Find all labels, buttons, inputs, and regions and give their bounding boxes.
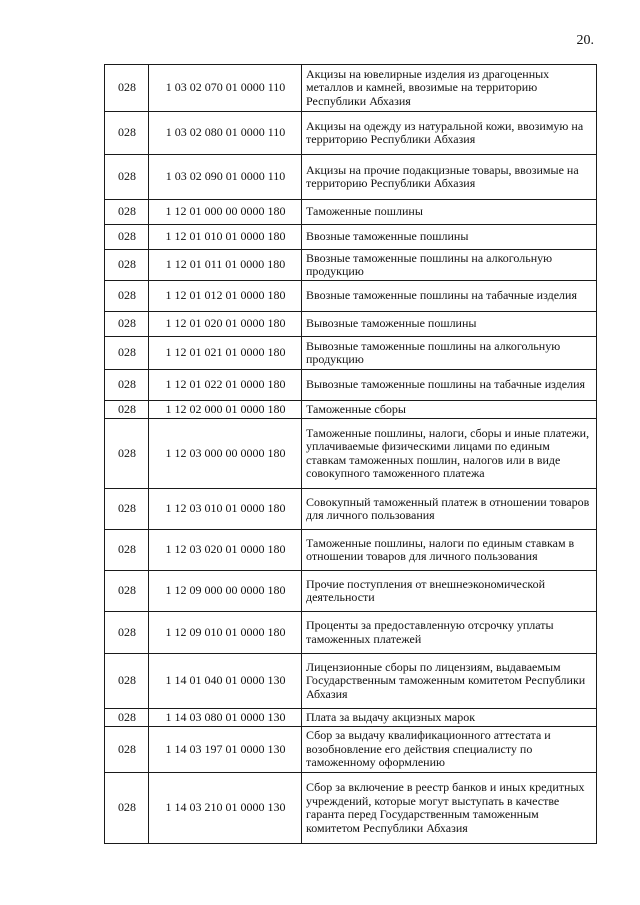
admin-code-cell: 028 [105, 312, 149, 337]
description-cell: Акцизы на прочие подакцизные товары, ввозимые на территорию Республики Абхазия [302, 155, 597, 200]
table-row [105, 709, 597, 727]
table-row [105, 370, 597, 401]
table-row [105, 200, 597, 225]
budget-code-cell: 1 14 03 210 01 0000 130 [149, 773, 302, 844]
budget-code-cell: 1 12 03 020 01 0000 180 [149, 530, 302, 571]
description-cell: Вывозные таможенные пошлины на алкогольную продукцию [302, 337, 597, 370]
admin-code-cell: 028 [105, 370, 149, 401]
budget-code-cell: 1 12 03 010 01 0000 180 [149, 489, 302, 530]
table-row [105, 250, 597, 281]
admin-code-cell: 028 [105, 225, 149, 250]
table-row [105, 312, 597, 337]
budget-code-cell: 1 12 01 022 01 0000 180 [149, 370, 302, 401]
admin-code-cell: 028 [105, 155, 149, 200]
budget-code-cell: 1 12 01 000 00 0000 180 [149, 200, 302, 225]
budget-code-cell: 1 12 01 021 01 0000 180 [149, 337, 302, 370]
admin-code-cell: 028 [105, 571, 149, 612]
budget-code-cell: 1 03 02 090 01 0000 110 [149, 155, 302, 200]
table-row [105, 571, 597, 612]
description-cell: Таможенные сборы [302, 401, 597, 419]
table-row [105, 727, 597, 773]
table-row [105, 225, 597, 250]
description-cell: Таможенные пошлины [302, 200, 597, 225]
admin-code-cell: 028 [105, 281, 149, 312]
admin-code-cell: 028 [105, 530, 149, 571]
admin-code-cell: 028 [105, 489, 149, 530]
admin-code-cell: 028 [105, 612, 149, 654]
table-row [105, 337, 597, 370]
table-row [105, 281, 597, 312]
description-cell: Ввозные таможенные пошлины [302, 225, 597, 250]
table-row [105, 654, 597, 709]
budget-code-cell: 1 12 01 010 01 0000 180 [149, 225, 302, 250]
admin-code-cell: 028 [105, 727, 149, 773]
table-row [105, 612, 597, 654]
budget-code-cell: 1 12 02 000 01 0000 180 [149, 401, 302, 419]
description-cell: Ввозные таможенные пошлины на алкогольную продукцию [302, 250, 597, 281]
admin-code-cell: 028 [105, 112, 149, 155]
budget-code-cell: 1 14 03 197 01 0000 130 [149, 727, 302, 773]
admin-code-cell: 028 [105, 419, 149, 489]
budget-code-cell: 1 12 09 000 00 0000 180 [149, 571, 302, 612]
budget-code-cell: 1 12 03 000 00 0000 180 [149, 419, 302, 489]
admin-code-cell: 028 [105, 709, 149, 727]
table-row [105, 489, 597, 530]
table-row [105, 419, 597, 489]
budget-code-cell: 1 14 01 040 01 0000 130 [149, 654, 302, 709]
description-cell: Таможенные пошлины, налоги, сборы и иные платежи, уплачиваемые физическими лицами по единым ставкам таможенных пошлин, налогов или в виде совокупного таможенного платежа [302, 419, 597, 489]
table-row [105, 65, 597, 112]
description-cell: Сбор за включение в реестр банков и иных кредитных учреждений, которые могут выступать в качестве гаранта перед Государственным таможенным комитетом Республики Абхазия [302, 773, 597, 844]
description-cell: Сбор за выдачу квалификационного аттестата и возобновление его действия специалисту по таможенному оформлению [302, 727, 597, 773]
revenue-codes-table [104, 64, 597, 844]
table-row [105, 773, 597, 844]
admin-code-cell: 028 [105, 401, 149, 419]
table-row [105, 530, 597, 571]
description-cell: Совокупный таможенный платеж в отношении товаров для личного пользования [302, 489, 597, 530]
admin-code-cell: 028 [105, 654, 149, 709]
budget-code-cell: 1 12 09 010 01 0000 180 [149, 612, 302, 654]
budget-code-cell: 1 03 02 070 01 0000 110 [149, 65, 302, 112]
page-number: 20. [576, 33, 594, 48]
budget-code-cell: 1 14 03 080 01 0000 130 [149, 709, 302, 727]
table-row [105, 155, 597, 200]
budget-code-cell: 1 12 01 011 01 0000 180 [149, 250, 302, 281]
description-cell: Прочие поступления от внешнеэкономической деятельности [302, 571, 597, 612]
budget-code-cell: 1 03 02 080 01 0000 110 [149, 112, 302, 155]
admin-code-cell: 028 [105, 337, 149, 370]
description-cell: Таможенные пошлины, налоги по единым ставкам в отношении товаров для личного пользования [302, 530, 597, 571]
admin-code-cell: 028 [105, 250, 149, 281]
description-cell: Акцизы на одежду из натуральной кожи, ввозимую на территорию Республики Абхазия [302, 112, 597, 155]
description-cell: Проценты за предоставленную отсрочку уплаты таможенных платежей [302, 612, 597, 654]
budget-code-cell: 1 12 01 012 01 0000 180 [149, 281, 302, 312]
admin-code-cell: 028 [105, 65, 149, 112]
table-row [105, 401, 597, 419]
admin-code-cell: 028 [105, 773, 149, 844]
admin-code-cell: 028 [105, 200, 149, 225]
description-cell: Вывозные таможенные пошлины на табачные изделия [302, 370, 597, 401]
description-cell: Ввозные таможенные пошлины на табачные изделия [302, 281, 597, 312]
description-cell: Акцизы на ювелирные изделия из драгоценных металлов и камней, ввозимые на территорию Республики Абхазия [302, 65, 597, 112]
description-cell: Лицензионные сборы по лицензиям, выдаваемым Государственным таможенным комитетом Республики Абхазия [302, 654, 597, 709]
description-cell: Плата за выдачу акцизных марок [302, 709, 597, 727]
budget-code-cell: 1 12 01 020 01 0000 180 [149, 312, 302, 337]
description-cell: Вывозные таможенные пошлины [302, 312, 597, 337]
table-row [105, 112, 597, 155]
